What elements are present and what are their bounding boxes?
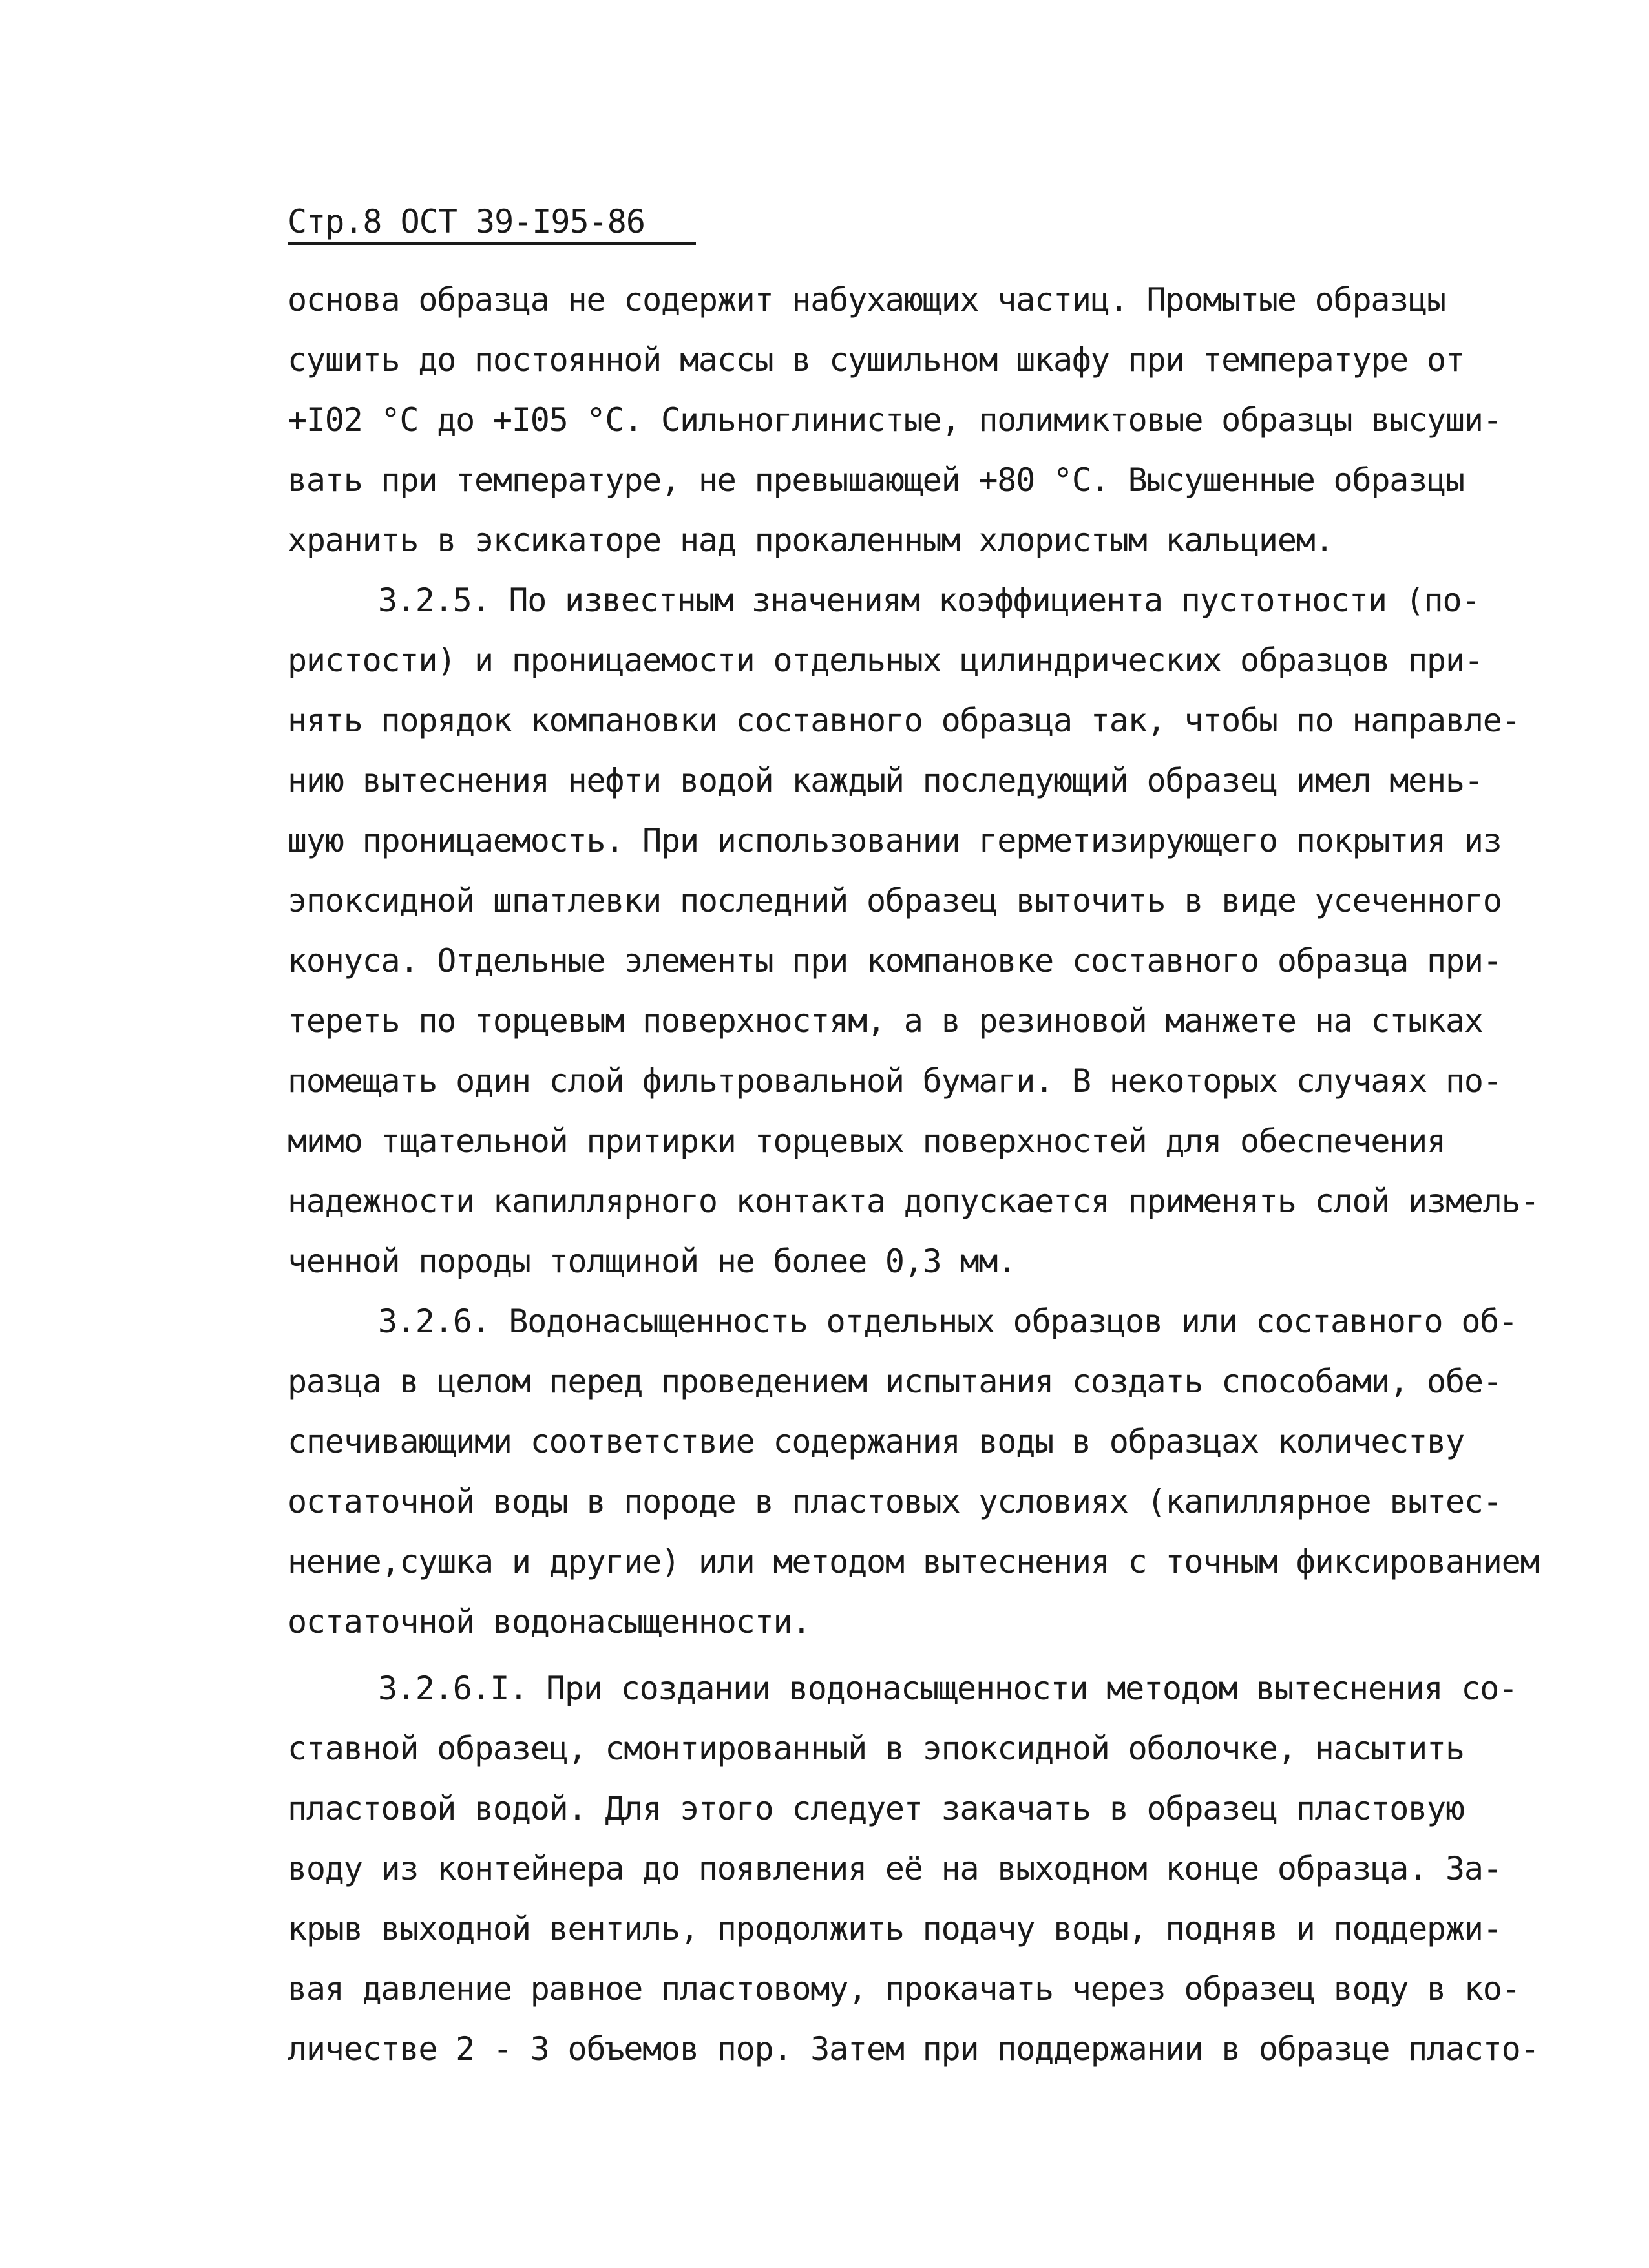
text-line: воду из контейнера до появления её на выходном конце образца. За- (288, 1850, 1502, 1887)
text-line: спечивающими соответствие содержания воды в образцах количеству (288, 1423, 1464, 1460)
text-line: разца в целом перед проведением испытания создать способами, обе- (288, 1363, 1502, 1400)
text-line: ченной породы толщиной не более 0,3 мм. (288, 1243, 1016, 1280)
text-line: ставной образец, смонтированный в эпоксидной оболочке, насытить (288, 1730, 1464, 1767)
text-line: +I02 °C до +I05 °C. Сильноглинистые, полимиктовые образцы высуши- (288, 401, 1502, 439)
page-header-text: Стр.8 ОСТ 39-I95-86 (288, 203, 645, 240)
text-line: хранить в эксикаторе над прокаленным хлористым кальцием. (288, 521, 1334, 559)
text-line: крыв выходной вентиль, продолжить подачу воды, подняв и поддержи- (288, 1910, 1502, 1948)
text-line: остаточной воды в породе в пластовых условиях (капиллярное вытес- (288, 1483, 1502, 1520)
text-line: личестве 2 - 3 объемов пор. Затем при поддержании в образце пласто- (288, 2030, 1539, 2068)
text-line: нять порядок компановки составного образца так, чтобы по направле- (288, 702, 1520, 739)
text-line: основа образца не содержит набухающих частиц. Промытые образцы (288, 281, 1445, 319)
text-line: помещать один слой фильтровальной бумаги. В некоторых случаях по- (288, 1062, 1502, 1100)
text-line: вая давление равное пластовому, прокачать через образец воду в ко- (288, 1970, 1520, 2008)
header-underline (288, 242, 696, 245)
text-line: надежности капиллярного контакта допускается применять слой измель- (288, 1182, 1539, 1220)
text-line: тереть по торцевым поверхностям, а в резиновой манжете на стыках (288, 1002, 1483, 1040)
text-line: сушить до постоянной массы в сушильном шкафу при температуре от (288, 341, 1464, 379)
page-header (288, 202, 645, 241)
text-line: нию вытеснения нефти водой каждый последующий образец имел мень- (288, 762, 1483, 799)
paragraph-3-2-6-1-start: 3.2.6.I. При создании водонасыщенности методом вытеснения со- (378, 1670, 1518, 1707)
text-line: пластовой водой. Для этого следует закачать в образец пластовую (288, 1790, 1464, 1827)
paragraph-3-2-5-start: 3.2.5. По известным значениям коэффициента пустотности (по- (378, 582, 1480, 619)
text-line: ристости) и проницаемости отдельных цилиндрических образцов при- (288, 642, 1483, 679)
text-line: конуса. Отдельные элементы при компановке составного образца при- (288, 942, 1502, 980)
text-line: остаточной водонасыщенности. (288, 1603, 811, 1641)
text-line: шую проницаемость. При использовании герметизирующего покрытия из (288, 822, 1502, 859)
text-line: нение,сушка и другие) или методом вытеснения с точным фиксированием (288, 1543, 1539, 1580)
text-line: эпоксидной шпатлевки последний образец выточить в виде усеченного (288, 882, 1502, 919)
text-line: вать при температуре, не превышающей +80 °C. Высушенные образцы (288, 461, 1464, 499)
paragraph-3-2-6-start: 3.2.6. Водонасыщенность отдельных образцов или составного об- (378, 1303, 1518, 1340)
text-line: мимо тщательной притирки торцевых поверхностей для обеспечения (288, 1122, 1445, 1160)
